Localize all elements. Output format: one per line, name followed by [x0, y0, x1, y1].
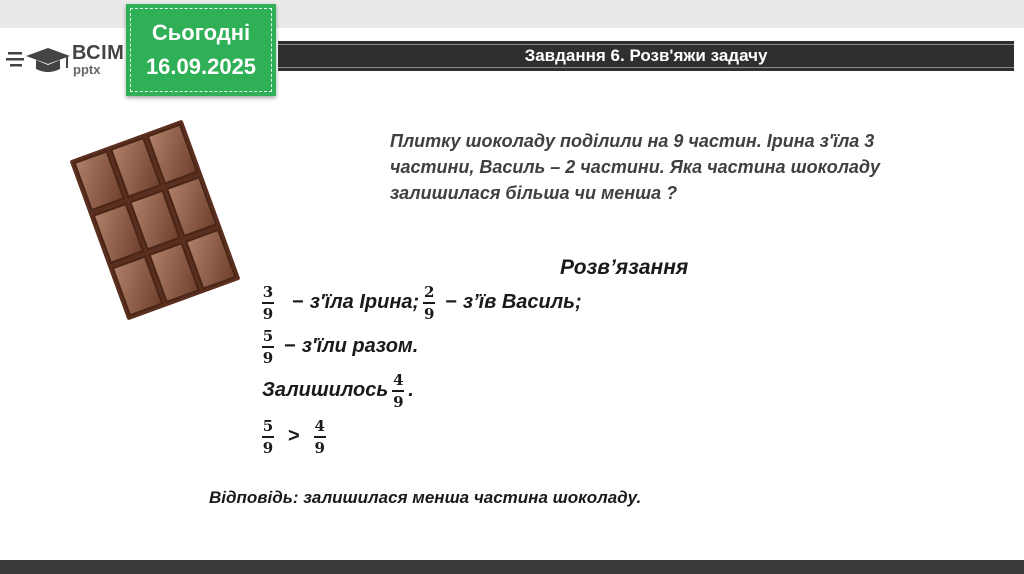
date-value: 16.09.2025 — [145, 54, 257, 79]
comparison-operator: > — [288, 425, 300, 448]
dash: − — [292, 291, 304, 314]
answer-text: Відповідь: залишилася менша частина шоколаду. — [209, 488, 642, 507]
dash: − — [284, 335, 296, 358]
task-title-bar — [278, 41, 1014, 71]
logo-sub: pptx — [73, 62, 101, 77]
fraction: $\frac{5}{9}$ — [262, 327, 274, 367]
solution-heading: Розв’язання — [560, 256, 689, 279]
dash: − — [445, 291, 457, 314]
solution-line-3 — [262, 372, 414, 410]
fraction: $\frac{5}{9}$ — [262, 417, 274, 457]
chocolate-bar-illustration — [60, 120, 250, 320]
text-together: з'їли разом. — [301, 335, 419, 358]
text-remaining: Залишилось — [262, 379, 389, 402]
solution-line-1 — [258, 284, 582, 322]
fraction: $\frac{3}{9}$ — [262, 283, 274, 323]
fraction: $\frac{4}{9}$ — [393, 371, 404, 411]
fraction: $\frac{2}{9}$ — [423, 283, 435, 323]
solution-line-2 — [258, 328, 418, 366]
date-badge — [126, 4, 276, 96]
bottom-band — [0, 560, 1024, 574]
task-title: Завдання 6. Розв'яжи задачу — [524, 46, 768, 65]
logo — [6, 42, 126, 82]
text-irina: з'їла Ірина; — [309, 291, 420, 314]
text-vasyl: з’їв Василь; — [462, 291, 582, 314]
fraction: $\frac{4}{9}$ — [314, 417, 325, 457]
period: . — [408, 379, 414, 402]
graduation-cap-icon — [6, 42, 72, 82]
date-label: Сьогодні — [151, 20, 251, 45]
problem-text: Плитку шоколаду поділили на 9 частин. Ірина з'їла 3 частини, Василь – 2 частини. Яка частина шоколаду залишилася більша чи менша ? — [390, 131, 881, 203]
solution-line-4 — [258, 418, 330, 456]
logo-brand: ВСІМ — [72, 42, 125, 64]
